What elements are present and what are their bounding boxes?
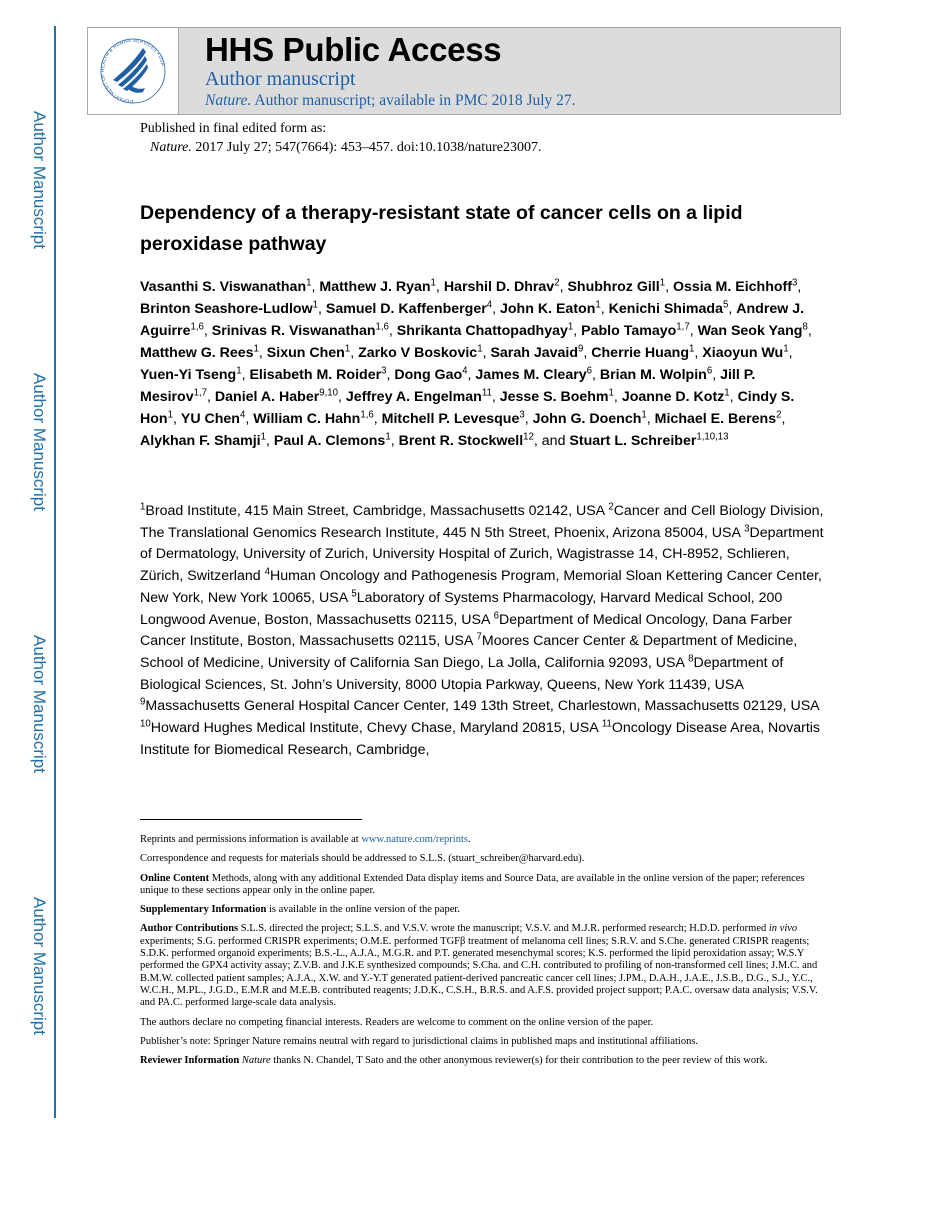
affiliation-text: Department of Dermatology, University of Zurich, University Hospital of Zurich, Wagistrasse 14, CH-8952, Schlieren, Zürich, Switzerland	[140, 524, 824, 585]
hhs-header	[87, 27, 841, 115]
author-affiliation-ref: 12	[523, 431, 534, 443]
affiliation-text: Howard Hughes Medical Institute, Chevy Chase, Maryland 20815, USA	[150, 720, 598, 737]
author-name: Sixun Chen	[266, 345, 345, 361]
author-name: Wan Seok Yang	[697, 323, 803, 339]
affiliation-text: Department of Biological Sciences, St. John’s University, 8000 Utopia Parkway, Queens, New York 11439, USA	[140, 654, 784, 693]
author-affiliation-ref: 1	[641, 409, 647, 421]
author-name: Zarko V Boskovic	[358, 345, 478, 361]
author-name: Pablo Tamayo	[581, 323, 677, 339]
author-name: Shrikanta Chattopadhyay	[396, 323, 568, 339]
author-affiliation-ref: 1	[595, 299, 601, 311]
author-affiliation-ref: 1	[477, 343, 483, 355]
author-affiliation-ref: 1	[689, 343, 695, 355]
author-affiliation-ref: 3	[792, 277, 798, 289]
author-affiliation-ref: 2	[554, 277, 560, 289]
author-affiliation-ref: 1,7	[193, 387, 208, 399]
author-name: Srinivas R. Viswanathan	[211, 323, 376, 339]
author-affiliation-ref: 6	[586, 365, 592, 377]
author-affiliation-ref: 1	[306, 277, 312, 289]
author-name: Matthew J. Ryan	[319, 279, 431, 295]
author-affiliation-ref: 1,7	[676, 321, 690, 333]
author-name: John G. Doench	[532, 411, 642, 427]
affiliation-text: Broad Institute, 415 Main Street, Cambridge, Massachusetts 02142, USA	[145, 503, 605, 519]
reprints-link[interactable]: www.nature.com/reprints	[361, 834, 468, 845]
author-affiliation-ref: 11	[481, 387, 492, 399]
affiliation-number: 10	[140, 718, 151, 730]
author-affiliation-ref: 9,10	[319, 387, 339, 399]
affiliation-number: 11	[601, 718, 612, 730]
author-name: Ossia M. Eichhoff	[672, 279, 792, 295]
author-affiliation-ref: 9	[578, 343, 584, 355]
author-affiliation-ref: 1	[236, 365, 242, 377]
author-affiliation-ref: 1,6	[360, 409, 374, 421]
author-name: William C. Hahn	[253, 411, 361, 427]
affiliation-number: 2	[608, 501, 614, 513]
author-name: Jesse S. Boehm	[499, 389, 609, 405]
author-affiliation-ref: 1	[260, 431, 267, 443]
affiliation-number: 9	[140, 697, 146, 709]
affiliation-text: Moores Cancer Center & Department of Medicine, School of Medicine, University of California San Diego, La Jolla, California 92093, USA	[140, 633, 798, 671]
author-name: Sarah Javaid	[490, 345, 578, 361]
author-affiliation-ref: 8	[802, 321, 808, 333]
author-name: John K. Eaton	[500, 301, 596, 317]
author-affiliation-ref: 4	[239, 409, 246, 421]
article-title: Dependency of a therapy-resistant state of cancer cells on a lipid peroxidase pathway	[140, 202, 743, 255]
author-name: Alykhan F. Shamji	[140, 433, 261, 449]
sidebar-label: Author Manuscript	[30, 897, 49, 1035]
affiliation-text: Human Oncology and Pathogenesis Program, Memorial Sloan Kettering Cancer Center, New York, New York 10065, USA	[140, 568, 822, 606]
author-name: Brian M. Wolpin	[599, 367, 707, 383]
author-contributions-note: Author Contributions S.L.S. directed the project; S.L.S. and V.S.V. wrote the manuscript; V.S.V. and M.J.R. performed research; H.D.D. performed in vivo experiments; S.G. performed CRISPR experiments; O.M.E. performed TGFβ treatment of melanoma cell lines; S.R.V. and S.Che. generated CRISPR reagents; S.D.K. performed organoid experiments; B.S.-L., A.J.A., M.G.R. and P.T. generated mesenchymal scores; K.S. performed the lipid peroxidation assay; W.S.Y performed the GPX4 activity assay; Z.V.B. and J.K.E synthesized compounds; S.Cha. and C.H. contributed to profiling of non-transformed cell lines; J.M.C. and B.M.W. collected patient samples; A.J.A., X.W. and Y.-Y.T generated patient-derived pancreatic cancer cell lines; J.PM., D.A.H., J.A.E., J.S.B., D.G., S.J., Y.C., W.C.H., M.PL., J.G.D., E.M.R and M.E.B. contributed reagents; J.D.K., C.S.H., B.R.S. and A.F.S. provided project support; P.A.C. oversaw data analysis; V.S.V. and PA.C. performed large-scale data analysis.	[140, 923, 818, 1009]
author-name: YU Chen	[180, 411, 240, 427]
author-name: Jeffrey A. Engelman	[345, 389, 482, 405]
author-name: Harshil D. Dhrav	[443, 279, 555, 295]
affiliation-number: 8	[688, 653, 694, 665]
published-label: Published in final edited form as:	[140, 121, 327, 136]
author-affiliation-ref: 1	[659, 277, 666, 289]
author-affiliation-ref: 3	[519, 409, 525, 421]
footnote-divider	[140, 819, 362, 820]
author-name: Paul A. Clemons	[273, 433, 386, 449]
hhs-logo	[88, 28, 179, 114]
author-name: Yuen-Yi Tseng	[140, 367, 237, 383]
affiliation-number: 5	[351, 588, 357, 600]
author-affiliation-ref: 1	[783, 343, 789, 355]
author-affiliation-ref: 1	[312, 299, 318, 311]
author-name: Mitchell P. Levesque	[381, 411, 520, 427]
author-list: Vasanthi S. Viswanathan$^1$, Matthew J. Ryan$^1$, Harshil D. Dhrav$^2$, Shubhroz Gill$^1$, Ossia M. Eichhoff$^3$, Brinton Seashore-Ludlow$^1$, Samuel D. Kaffenberger$^4$, John K. Eaton$^1$, Kenichi Shimada$^5$, Andrew J. Aguirre$^{1,6}$, Srinivas R. Viswanathan$^{1,6}$, Shrikanta Chattopadhyay$^1$, Pablo Tamayo$^{1,7}$, Wan Seok Yang$^8$, Matthew G. Rees$^1$, Sixun Chen$^1$, Zarko V Boskovic$^1$, Sarah Javaid$^9$, Cherrie Huang$^1$, Xiaoyun Wu$^1$, Yuen-Yi Tseng$^1$, Elisabeth M. Roider$^3$, Dong Gao$^4$, James M. Cleary$^6$, Brian M. Wolpin$^6$, Jill P. Mesirov$^{1,7}$, Daniel A. Haber$^{9,10}$, Jeffrey A. Engelman$^{11}$, Jesse S. Boehm$^1$, Joanne D. Kotz$^1$, Cindy S. Hon$^1$, YU Chen$^4$, William C. Hahn$^{1,6}$, Mitchell P. Levesque$^3$, John G. Doench$^1$, Michael E. Berens$^2$, Alykhan F. Shamji$^1$, Paul A. Clemons$^1$, Brent R. Stockwell$^{12}$, and Stuart L. Schreiber$^{1,10,13}$	[140, 277, 812, 449]
author-affiliation-ref: 1	[167, 409, 173, 421]
author-name: Michael E. Berens	[654, 411, 777, 427]
author-affiliation-ref: 1	[344, 343, 351, 355]
header-availability: Nature. Author manuscript; available in PMC 2018 July 27.	[205, 92, 576, 109]
author-name: Elisabeth M. Roider	[249, 367, 382, 383]
author-affiliation-ref: 1	[567, 321, 574, 333]
author-affiliation-ref: 1	[608, 387, 614, 399]
footnotes	[140, 834, 830, 1074]
author-name: Shubhroz Gill	[567, 279, 660, 295]
sidebar-label: Author Manuscript	[30, 373, 49, 511]
author-affiliation-ref: 5	[722, 299, 729, 311]
author-affiliation-ref: 1,10,13	[696, 431, 729, 443]
affiliation-text: Department of Medical Oncology, Dana Farber Cancer Institute, Boston, Massachusetts 02115, USA	[140, 611, 793, 650]
author-name: Kenichi Shimada	[608, 301, 723, 317]
hhs-eagle-seal-icon	[99, 36, 167, 106]
author-name: Andrew J. Aguirre	[140, 301, 805, 339]
author-affiliation-ref: 4	[486, 299, 493, 311]
author-name: Samuel D. Kaffenberger	[325, 301, 487, 317]
sidebar-rule	[54, 26, 56, 1118]
affiliation-number: 4	[264, 566, 270, 578]
author-name: Dong Gao	[394, 367, 463, 383]
header-title: HHS Public Access	[205, 31, 502, 68]
author-name: Daniel A. Haber	[214, 389, 320, 405]
author-name: Cherrie Huang	[591, 345, 690, 361]
reviewer-note: Reviewer Information Nature thanks N. Chandel, T Sato and the other anonymous reviewer(s) for their contribution to the peer review of this work.	[140, 1055, 768, 1067]
correspondence-note: Correspondence and requests for materials should be addressed to S.L.S. (stuart_schreiber@harvard.edu).	[140, 853, 585, 865]
author-name: Xiaoyun Wu	[702, 345, 784, 361]
affiliation-text: Cancer and Cell Biology Division, The Translational Genomics Research Institute, 445 N 5th Street, Phoenix, Arizona 85004, USA	[140, 503, 824, 541]
author-affiliation-ref: 2	[776, 409, 782, 421]
competing-interests-note: The authors declare no competing financial interests. Readers are welcome to comment on the online version of the paper.	[140, 1016, 654, 1028]
header-subtitle: Author manuscript	[205, 68, 356, 90]
affiliation-text: Massachusetts General Hospital Cancer Center, 149 13th Street, Charlestown, Massachusetts 02129, USA	[145, 698, 819, 715]
svg-text:DEPARTMENT OF HEALTH & HUMAN S: DEPARTMENT OF HEALTH & HUMAN SERVICES • USA	[100, 37, 166, 105]
author-affiliation-ref: 1	[430, 277, 436, 289]
author-affiliation-ref: 4	[462, 365, 468, 377]
online-content-note: Online Content Methods, along with any additional Extended Data display items and Source Data, are available in the online version of the paper; references unique to these sections appear only in the online paper.	[140, 872, 805, 896]
affiliation-number: 3	[744, 523, 750, 535]
supplementary-note: Supplementary Information is available in the online version of the paper.	[140, 904, 460, 916]
author-name: Stuart L. Schreiber	[569, 433, 697, 449]
author-name: Cindy S. Hon	[140, 389, 795, 427]
author-name: Vasanthi S. Viswanathan	[140, 279, 307, 295]
sidebar-label: Author Manuscript	[30, 635, 49, 773]
citation: Nature. 2017 July 27; 547(7664): 453–457. doi:10.1038/nature23007.	[150, 140, 542, 155]
affiliations	[140, 501, 830, 761]
author-name: Brent R. Stockwell	[398, 433, 524, 449]
author-affiliation-ref: 1	[724, 387, 730, 399]
author-name: Brinton Seashore-Ludlow	[140, 301, 313, 317]
author-affiliation-ref: 1	[253, 343, 259, 355]
author-name: Matthew G. Rees	[140, 345, 254, 361]
author-affiliation-ref: 1	[385, 431, 391, 443]
affiliation-text: Laboratory of Systems Pharmacology, Harvard Medical School, 200 Longwood Avenue, Boston, Massachusetts 02115, USA	[140, 589, 783, 628]
publisher-note: Publisher’s note: Springer Nature remains neutral with regard to jurisdictional claims in published maps and institutional affiliations.	[140, 1035, 699, 1047]
affiliation-number: 1	[140, 501, 146, 513]
author-affiliation-ref: 1,6	[375, 321, 389, 333]
author-name: Joanne D. Kotz	[621, 389, 725, 405]
author-name: Jill P. Mesirov	[140, 367, 756, 405]
affiliation-text: Oncology Disease Area, Novartis Institute for Biomedical Research, Cambridge,	[140, 720, 821, 758]
affiliation-number: 7	[476, 631, 482, 643]
author-list-conjunction: and	[541, 433, 566, 449]
author-affiliation-ref: 3	[381, 365, 387, 377]
reprints-note: Reprints and permissions information is available at www.nature.com/reprints.	[140, 834, 471, 845]
author-affiliation-ref: 1,6	[190, 321, 204, 333]
sidebar-label: Author Manuscript	[30, 111, 49, 249]
author-affiliation-ref: 6	[706, 365, 713, 377]
affiliation-number: 6	[493, 610, 499, 622]
author-name: James M. Cleary	[475, 367, 587, 383]
